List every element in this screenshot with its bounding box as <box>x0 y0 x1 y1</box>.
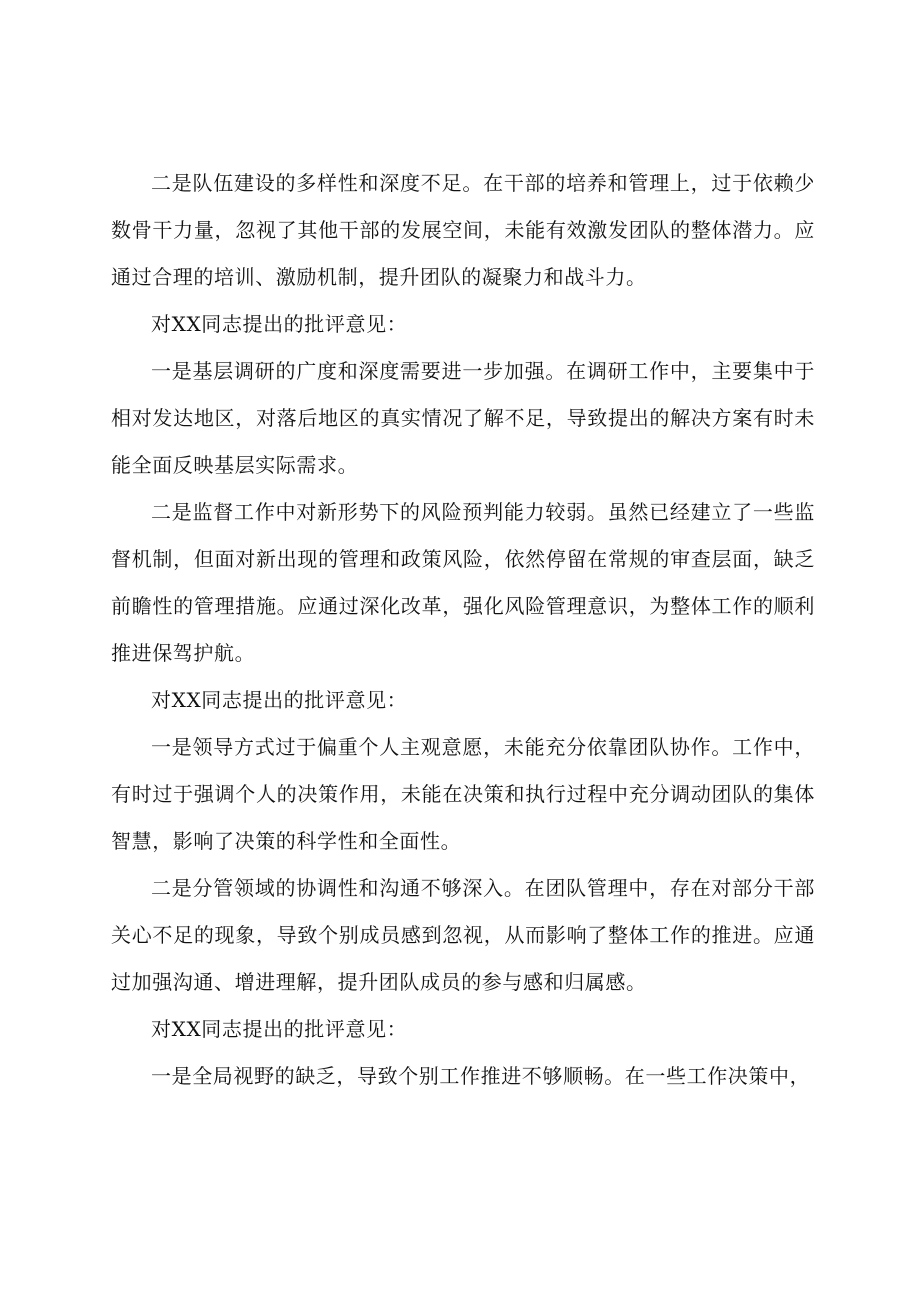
paragraph-supervision-risk: 二是监督工作中对新形势下的风险预判能力较弱。虽然已经建立了一些监督机制，但面对新出现的管理和政策风险，依然停留在常规的审查层面，缺乏前瞻性的管理措施。应通过深化改革，强化风险管理意识，为整体工作的顺利推进保驾护航。 <box>111 500 815 665</box>
criticism-heading-1: 对XX同志提出的批评意见： <box>151 312 408 336</box>
paragraph-team-building: 二是队伍建设的多样性和深度不足。在干部的培养和管理上，过于依赖少数骨干力量，忽视了其他干部的发展空间，未能有效激发团队的整体潜力。应通过合理的培训、激励机制，提升团队的凝聚力和战斗力。 <box>111 171 815 289</box>
document-body <box>111 160 815 1100</box>
paragraph-global-vision: 一是全局视野的缺乏，导致个别工作推进不够顺畅。在一些工作决策中， <box>151 1064 811 1088</box>
criticism-heading-2: 对XX同志提出的批评意见： <box>151 688 408 712</box>
paragraph-grassroots-research: 一是基层调研的广度和深度需要进一步加强。在调研工作中，主要集中于相对发达地区，对落后地区的真实情况了解不足，导致提出的解决方案有时未能全面反映基层实际需求。 <box>111 359 815 477</box>
paragraph-coordination: 二是分管领域的协调性和沟通不够深入。在团队管理中，存在对部分干部关心不足的现象，导致个别成员感到忽视，从而影响了整体工作的推进。应通过加强沟通、增进理解，提升团队成员的参与感和归属感。 <box>111 876 815 994</box>
criticism-heading-3: 对XX同志提出的批评意见： <box>151 1017 408 1041</box>
paragraph-leadership-style: 一是领导方式过于偏重个人主观意愿，未能充分依靠团队协作。工作中，有时过于强调个人的决策作用，未能在决策和执行过程中充分调动团队的集体智慧，影响了决策的科学性和全面性。 <box>111 735 815 853</box>
